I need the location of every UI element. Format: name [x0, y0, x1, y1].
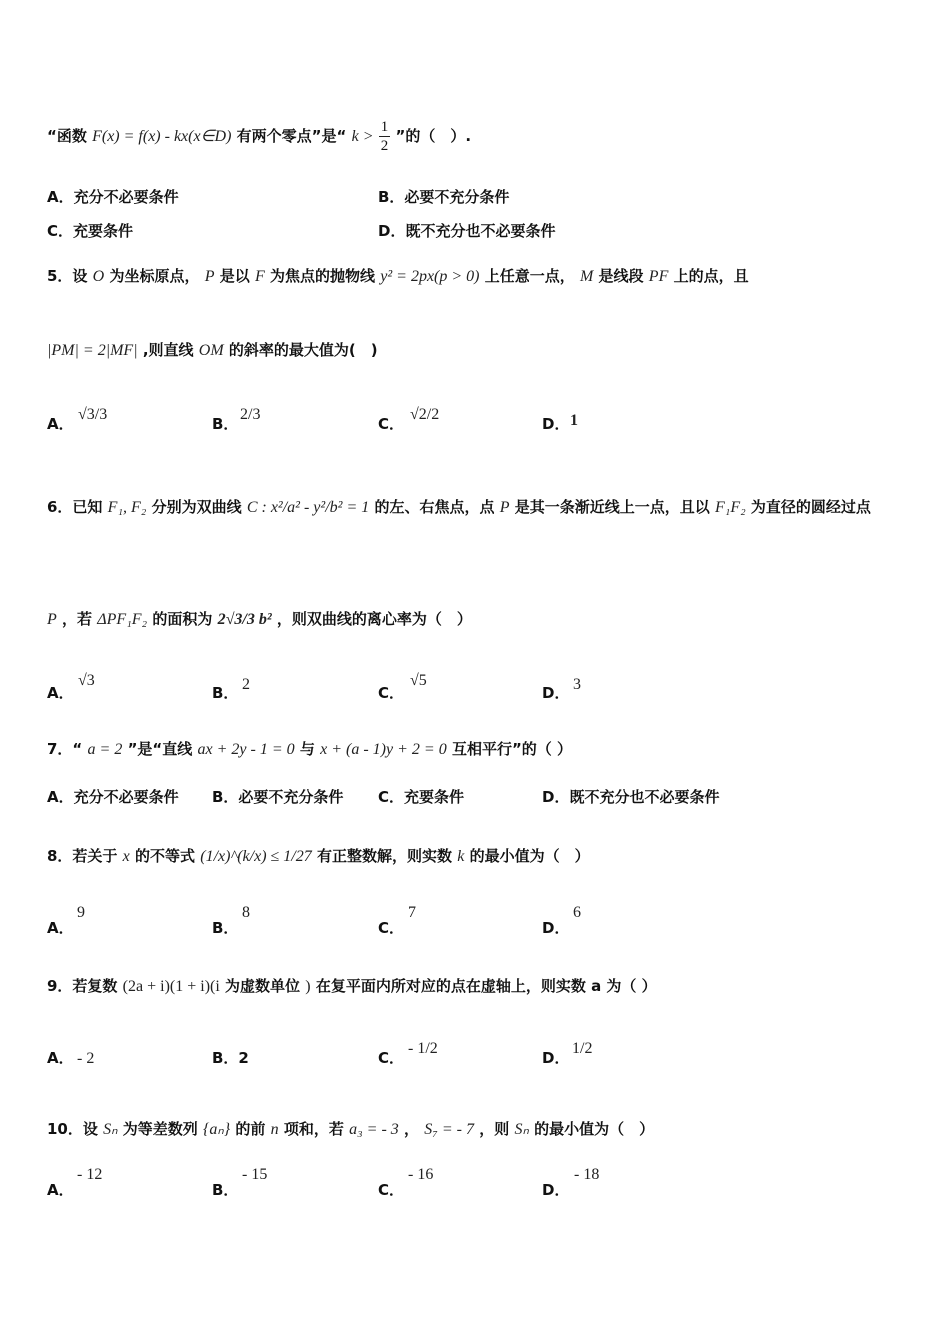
q8-option-a-label[interactable]: A． [47, 919, 74, 937]
q10-comma: ， [404, 1120, 420, 1138]
q5-f: F [254, 268, 265, 285]
q4-option-b[interactable]: B．必要不充分条件 [378, 188, 510, 206]
q9-num: 9．若复数 [47, 977, 118, 995]
q9-option-c-label[interactable]: C． [378, 1049, 405, 1067]
q4-option-c[interactable]: C．充要条件 [47, 222, 134, 240]
q5-t4: 上任意一点， [484, 267, 575, 285]
q5-t1: 为坐标原点， [109, 267, 200, 285]
q6-option-c-label[interactable]: C． [378, 684, 405, 702]
q4-frac-den: 2 [380, 138, 389, 154]
q6-f1f2: F₁F₂ [714, 499, 746, 516]
q6-stem-line1 [47, 496, 871, 517]
q5-option-a-value: √3/3 [78, 406, 108, 423]
q7-t3: 互相平行”的（ ） [451, 740, 573, 758]
q10-t5: 的最小值为（ ） [534, 1120, 655, 1138]
q6-t3: 是其一条渐近线上一点，且以 [514, 498, 710, 516]
q8-t2: 有正整数解，则实数 [316, 847, 452, 865]
q10-n: n [270, 1121, 279, 1138]
q9-expr: (2a + i)(1 + i)(i [122, 978, 220, 995]
q10-t2: 的前 [235, 1120, 266, 1138]
q5-option-c-value: √2/2 [410, 406, 440, 423]
q6-t2: 的左、右焦点，点 [374, 498, 495, 516]
q6-t6: 的面积为 [152, 610, 213, 628]
q9-option-a-value: - 2 [77, 1050, 95, 1067]
q7-line2: x + (a - 1)y + 2 = 0 [320, 741, 447, 758]
q6-triangle: ΔPF₁F₂ [97, 611, 148, 628]
q6-option-d-label[interactable]: D． [542, 684, 570, 702]
q6-option-c-value: √5 [410, 672, 427, 689]
q6-option-a-value: √3 [78, 672, 95, 689]
q7-line1: ax + 2y - 1 = 0 [197, 741, 295, 758]
q6-num: 6．已知 [47, 498, 103, 516]
q4-stem [47, 118, 471, 155]
q5-option-d-value: 1 [570, 412, 578, 429]
q4-func: F(x) = f(x) - kx(x∈D) [92, 128, 232, 145]
q5-stem-line2 [47, 339, 378, 360]
q6-option-b-label[interactable]: B． [212, 684, 239, 702]
q8-x: x [122, 848, 130, 865]
q5-t3: 为焦点的抛物线 [270, 267, 376, 285]
q6-hyperbola: C : x²/a² - y²/b² = 1 [246, 499, 370, 516]
q5-option-d-label[interactable]: D． [542, 415, 570, 433]
q10-option-a-value: - 12 [77, 1166, 103, 1183]
q6-p2: P [47, 611, 57, 628]
q9-close: ) [305, 978, 311, 995]
q9-t2: 在复平面内所对应的点在虚轴上，则实数 a 为（ ） [315, 977, 657, 995]
q6-t5: ，若 [62, 610, 93, 628]
q5-p: P [204, 268, 215, 285]
q5-parabola: y² = 2px(p > 0) [380, 268, 480, 285]
q4-option-a[interactable]: A．充分不必要条件 [47, 188, 179, 206]
q8-k: k [457, 848, 465, 865]
q8-inequality: (1/x)^(k/x) ≤ 1/27 [200, 848, 312, 865]
q9-stem [47, 975, 657, 996]
q5-om: OM [198, 342, 224, 359]
q6-stem-line2 [47, 608, 472, 629]
q7-t1: ”是“直线 [127, 740, 193, 758]
q5-t8: 的斜率的最大值为( ) [228, 341, 378, 359]
q5-o: O [92, 268, 105, 285]
q4-tail: ”的（ ）. [395, 127, 472, 145]
q10-t3: 项和，若 [283, 1120, 344, 1138]
q5-t7: ,则直线 [142, 341, 194, 359]
q8-t3: 的最小值为（ ） [469, 847, 590, 865]
q6-t4: 为直径的圆经过点 [750, 498, 871, 516]
q5-option-a-label[interactable]: A． [47, 415, 74, 433]
q6-p: P [499, 499, 510, 516]
q8-option-c-label[interactable]: C． [378, 919, 405, 937]
q5-t2: 是以 [219, 267, 250, 285]
q5-t6: 上的点，且 [673, 267, 749, 285]
q5-relation: |PM| = 2|MF| [47, 342, 138, 359]
q9-option-c-value: - 1/2 [408, 1040, 438, 1057]
q9-option-b-label[interactable]: B．2 [212, 1049, 249, 1067]
q10-t1: 为等差数列 [122, 1120, 198, 1138]
q9-option-d-label[interactable]: D． [542, 1049, 570, 1067]
q5-option-b-value: 2/3 [240, 406, 261, 423]
q5-option-b-label[interactable]: B． [212, 415, 239, 433]
q8-option-c-value: 7 [408, 904, 416, 921]
q9-option-d-value: 1/2 [572, 1040, 593, 1057]
q7-option-b[interactable]: B．必要不充分条件 [212, 788, 344, 806]
q6-area: 2√3/3 b² [217, 611, 272, 628]
q5-t5: 是线段 [598, 267, 644, 285]
q9-option-a-label[interactable]: A． [47, 1049, 74, 1067]
q10-stem [47, 1118, 654, 1139]
q4-cond-k: k > [351, 128, 374, 145]
q8-num: 8．若关于 [47, 847, 118, 865]
q10-num: 10．设 [47, 1120, 98, 1138]
q5-pf: PF [648, 268, 669, 285]
q10-t4: ，则 [479, 1120, 510, 1138]
q6-option-b-value: 2 [242, 676, 250, 693]
q8-option-b-label[interactable]: B． [212, 919, 239, 937]
q10-sn2: Sₙ [514, 1121, 529, 1138]
q7-a-eq: a = 2 [87, 741, 123, 758]
q4-mid: 有两个零点”是“ [236, 127, 347, 145]
q5-m: M [579, 268, 594, 285]
q9-t1: 为虚数单位 [225, 977, 301, 995]
q10-sn: Sₙ [103, 1121, 118, 1138]
q7-option-c[interactable]: C．充要条件 [378, 788, 465, 806]
q7-num: 7．“ [47, 740, 83, 758]
q8-option-d-label[interactable]: D． [542, 919, 570, 937]
q10-option-d-value: - 18 [574, 1166, 600, 1183]
q5-stem-line1 [47, 265, 749, 286]
q10-option-c-value: - 16 [408, 1166, 434, 1183]
q7-option-d[interactable]: D．既不充分也不必要条件 [542, 788, 720, 806]
q5-option-c-label[interactable]: C． [378, 415, 405, 433]
q7-stem [47, 738, 572, 759]
q6-foci: F₁, F₂ [107, 499, 147, 516]
q4-fraction [379, 118, 391, 155]
q10-s7: S₇ = - 7 [424, 1121, 474, 1138]
q8-option-d-value: 6 [573, 904, 581, 921]
q6-option-a-label[interactable]: A． [47, 684, 74, 702]
q10-an: {aₙ} [202, 1121, 231, 1138]
q6-t1: 分别为双曲线 [151, 498, 242, 516]
q8-option-b-value: 8 [242, 904, 250, 921]
q10-option-d-label[interactable]: D． [542, 1181, 570, 1199]
q8-option-a-value: 9 [77, 904, 85, 921]
q4-frac-num: 1 [380, 119, 389, 135]
q10-option-a-label[interactable]: A． [47, 1181, 74, 1199]
q5-num: 5．设 [47, 267, 88, 285]
q10-option-c-label[interactable]: C． [378, 1181, 405, 1199]
q10-option-b-value: - 15 [242, 1166, 268, 1183]
q10-option-b-label[interactable]: B． [212, 1181, 239, 1199]
q8-stem [47, 845, 590, 866]
q7-t2: 与 [299, 740, 315, 758]
q10-a3: a₃ = - 3 [349, 1121, 399, 1138]
q6-option-d-value: 3 [573, 676, 581, 693]
q7-option-a[interactable]: A．充分不必要条件 [47, 788, 179, 806]
q6-t7: ，则双曲线的离心率为（ ） [276, 610, 472, 628]
q8-t1: 的不等式 [135, 847, 196, 865]
q4-option-d[interactable]: D．既不充分也不必要条件 [378, 222, 556, 240]
q4-lead: “函数 [47, 127, 87, 145]
